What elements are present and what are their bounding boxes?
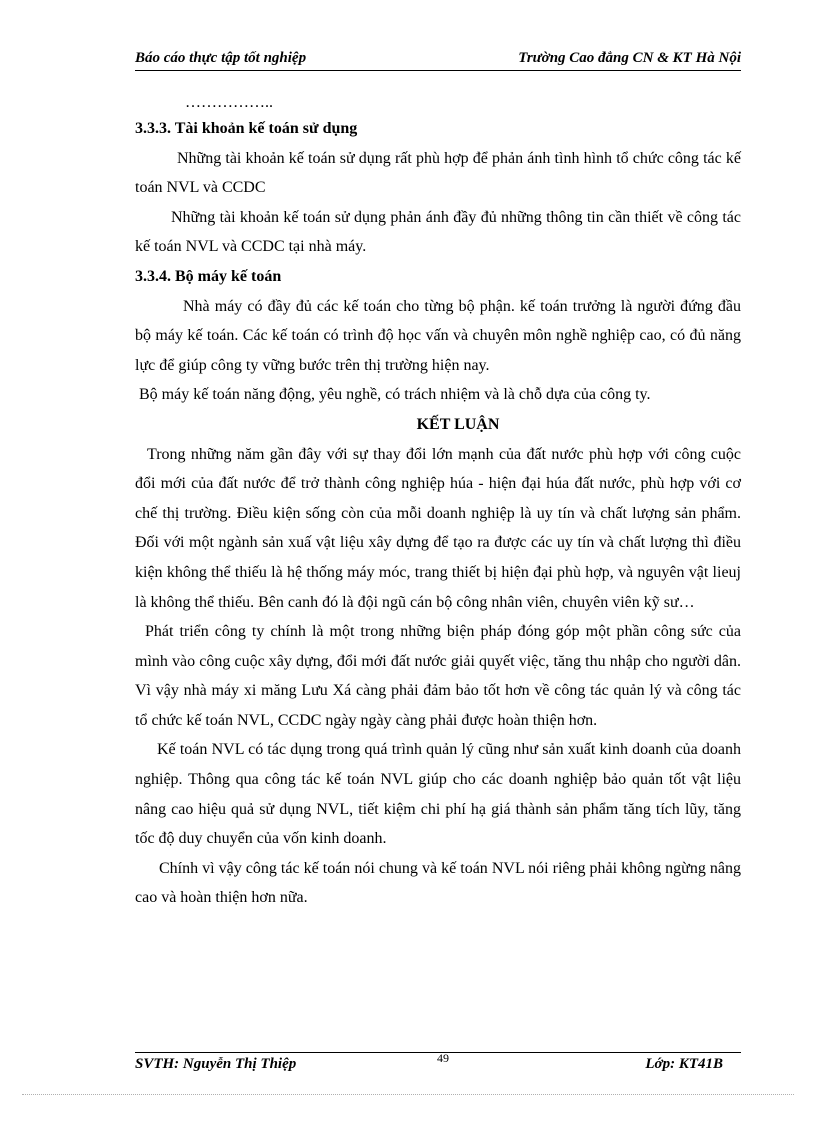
section-heading-3-3-3: 3.3.3. Tài khoản kế toán sử dụng [135, 120, 358, 137]
section-heading-3-3-4: 3.3.4. Bộ máy kế toán [135, 267, 282, 285]
ellipsis-line: …………….. [185, 94, 273, 111]
page-number: 49 [437, 1051, 449, 1065]
paragraph: Những tài khoản kế toán sử dụng phản ánh đầy đủ những thông tin cần thiết về công tác kế toán NVL và CCDC tại nhà máy. [135, 208, 741, 256]
paragraph: Nhà máy có đầy đủ các kế toán cho từng bộ phận. kế toán trưởng là người đứng đầu bộ máy kế toán. Các kế toán có trình độ học vấn và chuyên môn nghề nghiệp cao, có đủ năng lực để giúp công ty vững bước trên thị trường hiện nay. [135, 297, 741, 374]
page-bottom-divider [22, 1094, 794, 1095]
conclusion-title: KẾT LUẬN [416, 415, 500, 433]
paragraph: Bộ máy kế toán năng động, yêu nghề, có trách nhiệm và là chỗ dựa của công ty. [139, 386, 651, 404]
header-school-name: Trường Cao đẳng CN & KT Hà Nội [518, 50, 741, 66]
header-report-title: Báo cáo thực tập tốt nghiệp [135, 50, 307, 66]
paragraph: Phát triển công ty chính là một trong những biện pháp đóng góp một phần công sức của mình vào công cuộc xây dựng, đổi mới đất nước giải quyết việc, tăng thu nhập cho người dân. Vì vậy nhà máy xi măng Lưu Xá càng phải đảm bảo tốt hơn về công tác quản lý và công tác tổ chức kế toán NVL, CCDC ngày ngày càng phải được hoàn thiện hơn. [135, 623, 741, 729]
paragraph: Kế toán NVL có tác dụng trong quá trình quản lý cũng như sản xuất kinh doanh của doanh nghiệp. Thông qua công tác kế toán NVL giúp cho các doanh nghiệp bảo quản tốt vật liệu nâng cao hiệu quả sử dụng NVL, tiết kiệm chi phí hạ giá thành sản phẩm tăng tích lũy, tăng tốc độ duy chuyển của vốn kinh doanh. [135, 741, 741, 848]
footer-class: Lớp: KT41B [645, 1056, 723, 1072]
paragraph: Những tài khoản kế toán sử dụng rất phù hợp để phản ánh tình hình tổ chức công tác kế toán NVL và CCDC [135, 149, 741, 197]
page-body [135, 92, 741, 913]
paragraph: Trong những năm gần đây với sự thay đổi lớn mạnh của đất nước phù hợp với công cuộc đổi mới của đất nước để trở thành công nghiệp húa - hiện đại húa đất nước, phù hợp với cơ chế thị trường. Điều kiện sống còn của mỗi doanh nghiệp là uy tín và chất lượng sản phẩm. Đối với một ngành sản xuấ vật liệu xây dựng để tạo ra được các uy tín và chất lượng thì điều kiện không thể thiếu là hệ thống máy móc, trang thiết bị hiện đại phù hợp, và nguyên vật lieuj là không thể thiếu. Bên canh đó là đội ngũ cán bộ công nhân viên, chuyên viên kỹ sư… [135, 445, 741, 611]
footer-student-name: SVTH: Nguyễn Thị Thiệp [135, 1056, 297, 1072]
page-footer [135, 1052, 741, 1077]
page-header [135, 50, 741, 71]
paragraph: Chính vì vậy công tác kế toán nói chung và kế toán NVL nói riêng phải không ngừng nâng cao và hoàn thiện hơn nữa. [135, 859, 741, 907]
